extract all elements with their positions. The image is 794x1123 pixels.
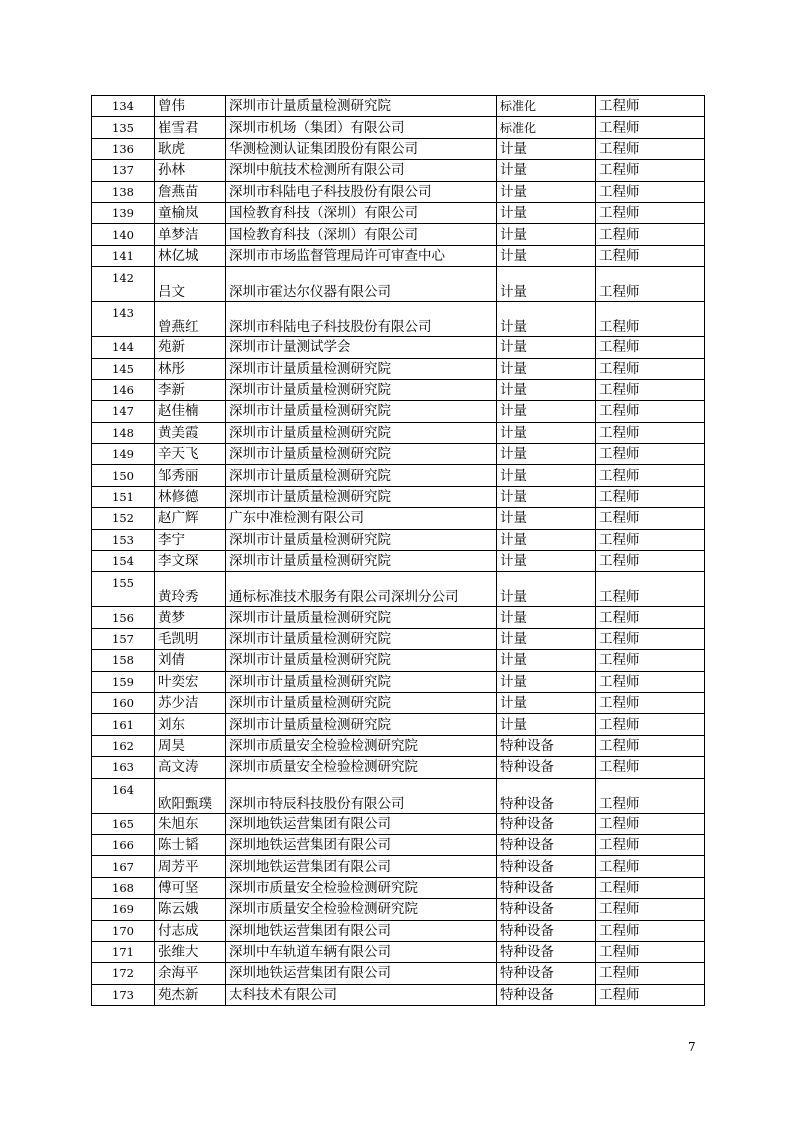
name-cell: 李文琛: [155, 551, 226, 572]
serial-number-cell: 139: [92, 202, 155, 223]
title-cell: 工程师: [596, 607, 705, 628]
field-cell: 计量: [497, 572, 596, 607]
name-cell: 付志成: [155, 920, 226, 941]
title-cell: 工程师: [596, 899, 705, 920]
serial-number-cell: 155: [92, 572, 155, 607]
field-cell: 计量: [497, 379, 596, 400]
title-cell: 工程师: [596, 358, 705, 379]
field-cell: 计量: [497, 486, 596, 507]
name-cell: 周昊: [155, 735, 226, 756]
field-cell: 计量: [497, 401, 596, 422]
field-cell: 计量: [497, 358, 596, 379]
table-row: [92, 984, 705, 1005]
serial-number-cell: 141: [92, 245, 155, 266]
field-cell: 计量: [497, 138, 596, 159]
title-cell: 工程师: [596, 551, 705, 572]
title-cell: 工程师: [596, 984, 705, 1005]
name-cell: 崔雪君: [155, 117, 226, 138]
title-cell: 工程师: [596, 671, 705, 692]
title-cell: 工程师: [596, 337, 705, 358]
field-cell: 特种设备: [497, 757, 596, 778]
table-row: [92, 160, 705, 181]
field-cell: 特种设备: [497, 941, 596, 962]
name-cell: 林亿城: [155, 245, 226, 266]
serial-number-cell: 167: [92, 856, 155, 877]
page-number: 7: [688, 1040, 696, 1054]
serial-number-cell: 156: [92, 607, 155, 628]
name-cell: 单梦洁: [155, 224, 226, 245]
table-row: [92, 941, 705, 962]
title-cell: 工程师: [596, 508, 705, 529]
table-row: [92, 508, 705, 529]
table-row: [92, 181, 705, 202]
table-row: [92, 267, 705, 302]
name-cell: 詹燕苗: [155, 181, 226, 202]
serial-number-cell: 138: [92, 181, 155, 202]
serial-number-cell: 161: [92, 714, 155, 735]
field-cell: 计量: [497, 692, 596, 713]
table-row: [92, 117, 705, 138]
title-cell: 工程师: [596, 529, 705, 550]
name-cell: 李新: [155, 379, 226, 400]
organization-cell: 深圳市计量质量检测研究院: [226, 529, 497, 550]
organization-cell: 深圳市计量质量检测研究院: [226, 401, 497, 422]
organization-cell: 深圳地铁运营集团有限公司: [226, 920, 497, 941]
title-cell: 工程师: [596, 224, 705, 245]
name-cell: 刘倩: [155, 650, 226, 671]
title-cell: 工程师: [596, 692, 705, 713]
name-cell: 陈士韬: [155, 834, 226, 855]
table-row: [92, 963, 705, 984]
organization-cell: 深圳中车轨道车辆有限公司: [226, 941, 497, 962]
name-cell: 朱旭东: [155, 813, 226, 834]
name-cell: 李宁: [155, 529, 226, 550]
field-cell: 特种设备: [497, 984, 596, 1005]
title-cell: 工程师: [596, 302, 705, 337]
table-row: [92, 714, 705, 735]
table-row: [92, 202, 705, 223]
serial-number-cell: 154: [92, 551, 155, 572]
title-cell: 工程师: [596, 245, 705, 266]
personnel-table-body: [92, 96, 705, 1006]
organization-cell: 深圳市市场监督管理局许可审查中心: [226, 245, 497, 266]
organization-cell: 深圳市计量质量检测研究院: [226, 607, 497, 628]
serial-number-cell: 173: [92, 984, 155, 1005]
organization-cell: 广东中准检测有限公司: [226, 508, 497, 529]
table-row: [92, 444, 705, 465]
table-row: [92, 337, 705, 358]
field-cell: 特种设备: [497, 813, 596, 834]
field-cell: 计量: [497, 650, 596, 671]
serial-number-cell: 153: [92, 529, 155, 550]
field-cell: 计量: [497, 202, 596, 223]
field-cell: 计量: [497, 160, 596, 181]
name-cell: 林彤: [155, 358, 226, 379]
name-cell: 曾燕红: [155, 302, 226, 337]
table-row: [92, 607, 705, 628]
table-row: [92, 422, 705, 443]
serial-number-cell: 142: [92, 267, 155, 302]
title-cell: 工程师: [596, 444, 705, 465]
serial-number-cell: 172: [92, 963, 155, 984]
title-cell: 工程师: [596, 160, 705, 181]
serial-number-cell: 150: [92, 465, 155, 486]
title-cell: 工程师: [596, 138, 705, 159]
table-row: [92, 757, 705, 778]
serial-number-cell: 162: [92, 735, 155, 756]
serial-number-cell: 164: [92, 778, 155, 813]
organization-cell: 深圳市质量安全检验检测研究院: [226, 757, 497, 778]
serial-number-cell: 149: [92, 444, 155, 465]
title-cell: 工程师: [596, 813, 705, 834]
organization-cell: 深圳中航技术检测所有限公司: [226, 160, 497, 181]
organization-cell: 深圳市计量质量检测研究院: [226, 444, 497, 465]
name-cell: 叶奕宏: [155, 671, 226, 692]
table-row: [92, 778, 705, 813]
name-cell: 苑杰新: [155, 984, 226, 1005]
organization-cell: 国检教育科技（深圳）有限公司: [226, 202, 497, 223]
organization-cell: 深圳市科陆电子科技股份有限公司: [226, 302, 497, 337]
organization-cell: 深圳地铁运营集团有限公司: [226, 813, 497, 834]
name-cell: 欧阳甄璞: [155, 778, 226, 813]
title-cell: 工程师: [596, 202, 705, 223]
organization-cell: 深圳市特辰科技股份有限公司: [226, 778, 497, 813]
title-cell: 工程师: [596, 963, 705, 984]
serial-number-cell: 157: [92, 628, 155, 649]
table-row: [92, 692, 705, 713]
serial-number-cell: 165: [92, 813, 155, 834]
serial-number-cell: 158: [92, 650, 155, 671]
organization-cell: 深圳市计量质量检测研究院: [226, 379, 497, 400]
field-cell: 特种设备: [497, 899, 596, 920]
serial-number-cell: 148: [92, 422, 155, 443]
organization-cell: 深圳地铁运营集团有限公司: [226, 963, 497, 984]
organization-cell: 深圳市质量安全检验检测研究院: [226, 877, 497, 898]
serial-number-cell: 147: [92, 401, 155, 422]
serial-number-cell: 170: [92, 920, 155, 941]
organization-cell: 深圳市计量质量检测研究院: [226, 486, 497, 507]
table-row: [92, 138, 705, 159]
name-cell: 张维大: [155, 941, 226, 962]
table-row: [92, 899, 705, 920]
serial-number-cell: 168: [92, 877, 155, 898]
field-cell: 标准化: [497, 117, 596, 138]
table-row: [92, 529, 705, 550]
field-cell: 特种设备: [497, 877, 596, 898]
title-cell: 工程师: [596, 714, 705, 735]
name-cell: 耿虎: [155, 138, 226, 159]
name-cell: 余海平: [155, 963, 226, 984]
organization-cell: 深圳市质量安全检验检测研究院: [226, 735, 497, 756]
title-cell: 工程师: [596, 465, 705, 486]
table-row: [92, 813, 705, 834]
table-row: [92, 834, 705, 855]
serial-number-cell: 159: [92, 671, 155, 692]
title-cell: 工程师: [596, 486, 705, 507]
field-cell: 计量: [497, 551, 596, 572]
title-cell: 工程师: [596, 834, 705, 855]
organization-cell: 深圳市霍达尔仪器有限公司: [226, 267, 497, 302]
organization-cell: 深圳地铁运营集团有限公司: [226, 856, 497, 877]
field-cell: 计量: [497, 714, 596, 735]
name-cell: 赵广辉: [155, 508, 226, 529]
table-row: [92, 245, 705, 266]
serial-number-cell: 143: [92, 302, 155, 337]
field-cell: 计量: [497, 181, 596, 202]
title-cell: 工程师: [596, 856, 705, 877]
title-cell: 工程师: [596, 572, 705, 607]
field-cell: 计量: [497, 302, 596, 337]
table-row: [92, 735, 705, 756]
title-cell: 工程师: [596, 650, 705, 671]
name-cell: 毛凯明: [155, 628, 226, 649]
field-cell: 计量: [497, 337, 596, 358]
table-row: [92, 920, 705, 941]
title-cell: 工程师: [596, 422, 705, 443]
field-cell: 计量: [497, 508, 596, 529]
name-cell: 周芳平: [155, 856, 226, 877]
organization-cell: 深圳市质量安全检验检测研究院: [226, 899, 497, 920]
organization-cell: 深圳地铁运营集团有限公司: [226, 834, 497, 855]
table-row: [92, 224, 705, 245]
serial-number-cell: 166: [92, 834, 155, 855]
title-cell: 工程师: [596, 379, 705, 400]
table-row: [92, 358, 705, 379]
table-row: [92, 486, 705, 507]
title-cell: 工程师: [596, 628, 705, 649]
field-cell: 计量: [497, 465, 596, 486]
organization-cell: 深圳市计量质量检测研究院: [226, 422, 497, 443]
title-cell: 工程师: [596, 778, 705, 813]
name-cell: 傅可坚: [155, 877, 226, 898]
personnel-table: [91, 95, 705, 1006]
serial-number-cell: 136: [92, 138, 155, 159]
name-cell: 黄玲秀: [155, 572, 226, 607]
title-cell: 工程师: [596, 181, 705, 202]
title-cell: 工程师: [596, 117, 705, 138]
title-cell: 工程师: [596, 401, 705, 422]
title-cell: 工程师: [596, 267, 705, 302]
organization-cell: 深圳市计量质量检测研究院: [226, 650, 497, 671]
field-cell: 特种设备: [497, 856, 596, 877]
name-cell: 邹秀丽: [155, 465, 226, 486]
organization-cell: 深圳市计量质量检测研究院: [226, 358, 497, 379]
name-cell: 吕文: [155, 267, 226, 302]
name-cell: 孙林: [155, 160, 226, 181]
name-cell: 陈云娥: [155, 899, 226, 920]
serial-number-cell: 169: [92, 899, 155, 920]
title-cell: 工程师: [596, 735, 705, 756]
table-row: [92, 650, 705, 671]
field-cell: 特种设备: [497, 920, 596, 941]
serial-number-cell: 135: [92, 117, 155, 138]
serial-number-cell: 146: [92, 379, 155, 400]
title-cell: 工程师: [596, 96, 705, 117]
name-cell: 林修德: [155, 486, 226, 507]
table-row: [92, 551, 705, 572]
serial-number-cell: 137: [92, 160, 155, 181]
title-cell: 工程师: [596, 941, 705, 962]
organization-cell: 深圳市机场（集团）有限公司: [226, 117, 497, 138]
table-row: [92, 877, 705, 898]
organization-cell: 深圳市计量质量检测研究院: [226, 714, 497, 735]
organization-cell: 深圳市计量质量检测研究院: [226, 551, 497, 572]
organization-cell: 深圳市计量质量检测研究院: [226, 96, 497, 117]
field-cell: 标准化: [497, 96, 596, 117]
organization-cell: 深圳市科陆电子科技股份有限公司: [226, 181, 497, 202]
name-cell: 曾伟: [155, 96, 226, 117]
field-cell: 特种设备: [497, 963, 596, 984]
serial-number-cell: 171: [92, 941, 155, 962]
title-cell: 工程师: [596, 877, 705, 898]
title-cell: 工程师: [596, 920, 705, 941]
serial-number-cell: 152: [92, 508, 155, 529]
name-cell: 赵佳楠: [155, 401, 226, 422]
field-cell: 计量: [497, 245, 596, 266]
name-cell: 高文涛: [155, 757, 226, 778]
table-row: [92, 401, 705, 422]
name-cell: 苑新: [155, 337, 226, 358]
field-cell: 计量: [497, 224, 596, 245]
serial-number-cell: 151: [92, 486, 155, 507]
serial-number-cell: 145: [92, 358, 155, 379]
organization-cell: 太科技术有限公司: [226, 984, 497, 1005]
organization-cell: 通标标准技术服务有限公司深圳分公司: [226, 572, 497, 607]
serial-number-cell: 140: [92, 224, 155, 245]
field-cell: 特种设备: [497, 834, 596, 855]
organization-cell: 华测检测认证集团股份有限公司: [226, 138, 497, 159]
table-row: [92, 96, 705, 117]
table-row: [92, 379, 705, 400]
name-cell: 黄梦: [155, 607, 226, 628]
organization-cell: 深圳市计量质量检测研究院: [226, 465, 497, 486]
table-row: [92, 628, 705, 649]
field-cell: 计量: [497, 444, 596, 465]
serial-number-cell: 134: [92, 96, 155, 117]
field-cell: 计量: [497, 607, 596, 628]
field-cell: 特种设备: [497, 735, 596, 756]
field-cell: 计量: [497, 671, 596, 692]
organization-cell: 深圳市计量质量检测研究院: [226, 671, 497, 692]
organization-cell: 国检教育科技（深圳）有限公司: [226, 224, 497, 245]
field-cell: 计量: [497, 529, 596, 550]
name-cell: 刘东: [155, 714, 226, 735]
table-row: [92, 572, 705, 607]
organization-cell: 深圳市计量质量检测研究院: [226, 692, 497, 713]
organization-cell: 深圳市计量质量检测研究院: [226, 628, 497, 649]
field-cell: 特种设备: [497, 778, 596, 813]
serial-number-cell: 163: [92, 757, 155, 778]
serial-number-cell: 144: [92, 337, 155, 358]
organization-cell: 深圳市计量测试学会: [226, 337, 497, 358]
table-row: [92, 671, 705, 692]
title-cell: 工程师: [596, 757, 705, 778]
field-cell: 计量: [497, 267, 596, 302]
table-row: [92, 465, 705, 486]
table-row: [92, 302, 705, 337]
name-cell: 辛天飞: [155, 444, 226, 465]
field-cell: 计量: [497, 628, 596, 649]
field-cell: 计量: [497, 422, 596, 443]
serial-number-cell: 160: [92, 692, 155, 713]
name-cell: 黄美霞: [155, 422, 226, 443]
table-row: [92, 856, 705, 877]
name-cell: 童榆岚: [155, 202, 226, 223]
name-cell: 苏少洁: [155, 692, 226, 713]
